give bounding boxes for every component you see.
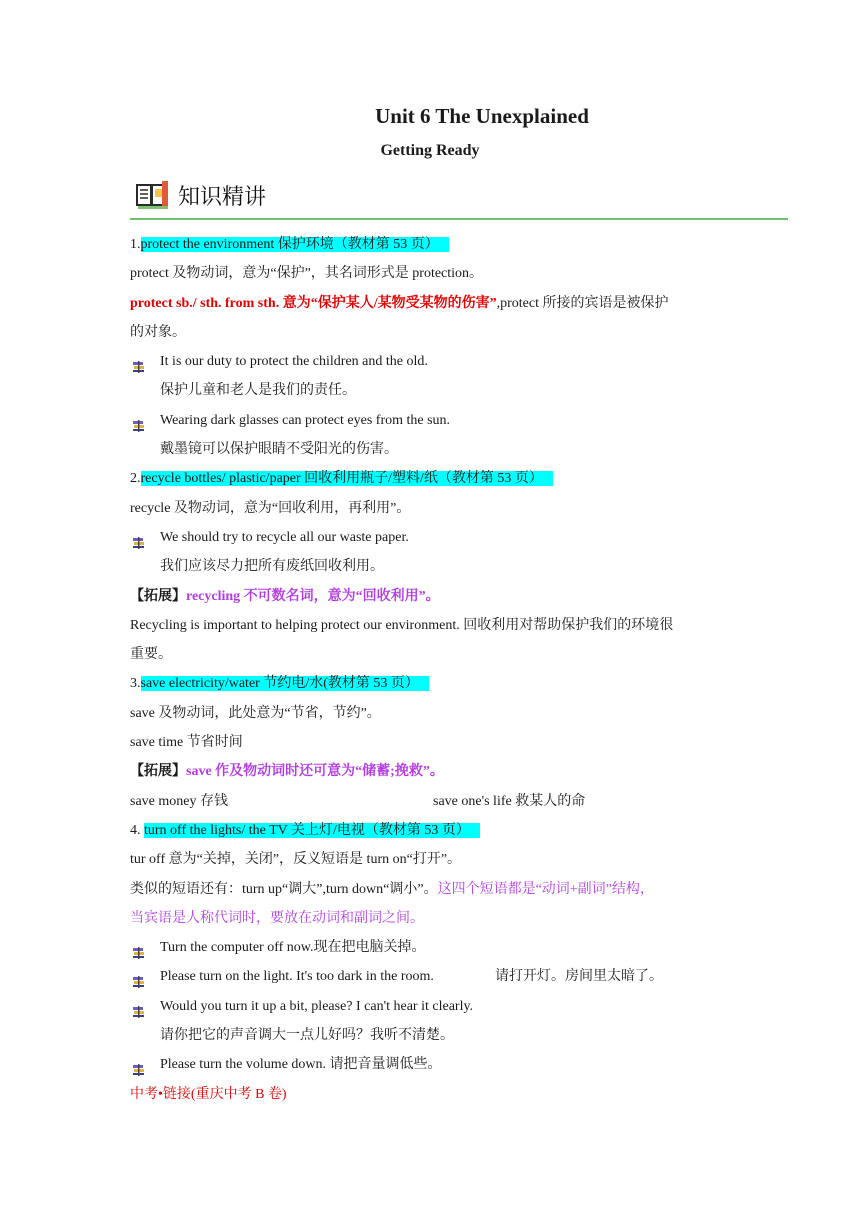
- item-2-extension: 【拓展】recycling 不可数名词，意为“回收利用”。: [130, 588, 440, 604]
- item-2-example-1: We should try to recycle all our waste paper.: [130, 523, 750, 552]
- item-3-heading: 3.save electricity/water 节约电/水(教材第 53 页）: [130, 669, 750, 698]
- item-3-text: save 及物动词，此处意为“节省，节约”。: [130, 705, 381, 721]
- book-stack-icon: [132, 531, 146, 543]
- item-1-usage-cont: 的对象。: [130, 324, 186, 340]
- item-2-example-text-cont: 重要。: [130, 647, 172, 663]
- notes-body: [130, 230, 750, 1109]
- page-subtitle: Getting Ready: [380, 142, 480, 159]
- item-4-example-1: Turn the computer off now.现在把电脑关掉。: [130, 933, 750, 962]
- item-4-heading: 4. turn off the lights/ the TV 关上灯/电视（教材第 53 页）: [130, 816, 750, 845]
- item-1-text: protect 及物动词，意为“保护”，其名词形式是 protection。: [130, 266, 484, 282]
- item-1-heading: 1.protect the environment 保护环境（教材第 53 页）: [130, 230, 750, 259]
- item-4-rule: 当宾语是人称代词时，要放在动词和副词之间。: [130, 910, 424, 926]
- item-4-example-2: Please turn on the light. It's too dark in the room. 请打开灯。房间里太暗了。: [130, 962, 750, 991]
- book-stack-icon: [132, 941, 146, 953]
- item-3-phrases: save money 存钱 save one's life 救某人的命: [130, 793, 586, 809]
- item-1-example-1: It is our duty to protect the children and the old.: [130, 347, 750, 376]
- item-1-example-1-translation: 保护儿童和老人是我们的责任。: [160, 383, 356, 399]
- item-2-text: recycle 及物动词，意为“回收利用，再利用”。: [130, 500, 411, 516]
- book-stack-icon: [132, 1058, 146, 1070]
- item-2-example-1-translation: 我们应该尽力把所有废纸回收利用。: [160, 559, 384, 575]
- item-4-text: tur off 意为“关掉，关闭”，反义短语是 turn on“打开”。: [130, 852, 462, 868]
- page-title: Unit 6 The Unexplained: [375, 104, 589, 128]
- book-stack-icon: [132, 1000, 146, 1012]
- item-4-similar: 类似的短语还有：turn up“调大”,turn down“调小”。这四个短语都是“动词+副词”结构，: [130, 881, 654, 897]
- item-3-phrase: save time 节省时间: [130, 735, 243, 751]
- section-divider: [130, 218, 788, 220]
- exam-link-heading: 中考•链接(重庆中考 B 卷): [130, 1086, 287, 1102]
- item-4-example-4: Please turn the volume down. 请把音量调低些。: [130, 1050, 750, 1079]
- book-stack-icon: [132, 355, 146, 367]
- item-1-usage: protect sb./ sth. from sth. 意为“保护某人/某物受某物的伤害”,protect 所接的宾语是被保护: [130, 295, 669, 311]
- section-title: 知识精讲: [178, 184, 267, 210]
- item-3-extension: 【拓展】save 作及物动词时还可意为“储蓄;挽救”。: [130, 764, 444, 780]
- item-2-heading: 2.recycle bottles/ plastic/paper 回收利用瓶子/塑料/纸（教材第 53 页）: [130, 464, 750, 493]
- item-4-example-3-translation: 请你把它的声音调大一点儿好吗？我听不清楚。: [160, 1028, 454, 1044]
- book-icon: [136, 179, 170, 211]
- item-1-example-2-translation: 戴墨镜可以保护眼睛不受阳光的伤害。: [160, 442, 398, 458]
- book-stack-icon: [132, 970, 146, 982]
- item-1-example-2: Wearing dark glasses can protect eyes from the sun.: [130, 406, 750, 435]
- item-4-example-3: Would you turn it up a bit, please? I can't hear it clearly.: [130, 992, 750, 1021]
- section-heading: [136, 178, 266, 212]
- item-2-example-text: Recycling is important to helping protect our environment. 回收利用对帮助保护我们的环境很: [130, 617, 674, 633]
- book-stack-icon: [132, 414, 146, 426]
